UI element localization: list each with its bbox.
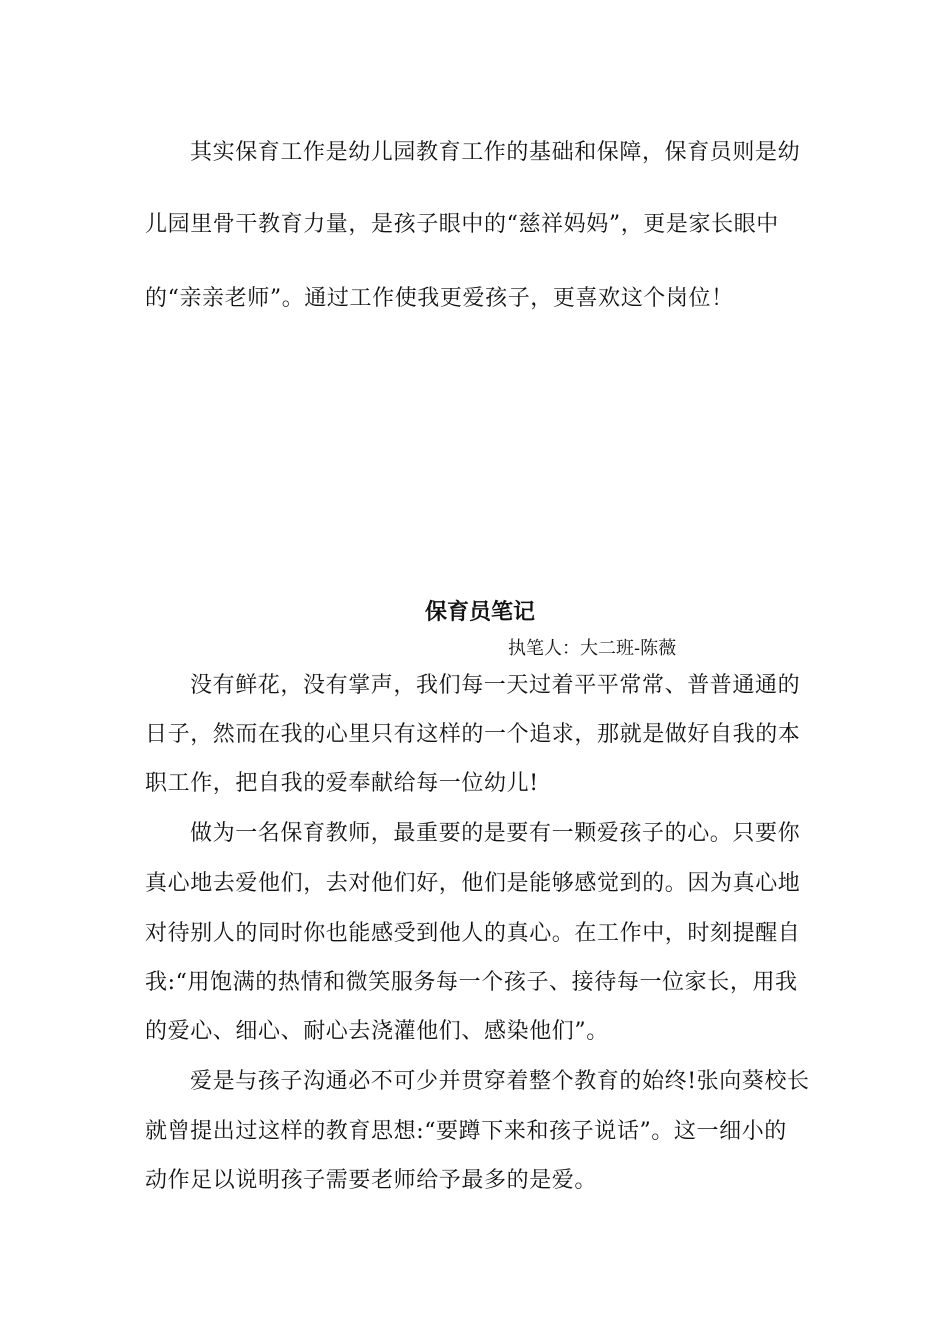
text-line: 就曾提出过这样的教育思想:“要蹲下来和孩子说话”。这一细小的 (145, 1119, 787, 1144)
text-line: 爱是与孩子沟通必不可少并贯穿着整个教育的始终!张向葵校长 (190, 1069, 810, 1094)
text-line: 其实保育工作是幼儿园教育工作的基础和保障，保育员则是幼 (190, 140, 801, 165)
text-line: 儿园里骨干教育力量，是孩子眼中的“慈祥妈妈”，更是家长眼中 (145, 212, 779, 237)
text-line: 日子，然而在我的心里只有这样的一个追求，那就是做好自我的本 (145, 722, 801, 747)
text-line: 真心地去爱他们，去对他们好，他们是能够感觉到的。因为真心地 (145, 871, 801, 896)
text-line: 的爱心、细心、耐心去浇灌他们、感染他们”。 (145, 1019, 609, 1044)
author-line: 执笔人：大二班-陈薇 (508, 638, 677, 659)
text-line: 做为一名保育教师，最重要的是要有一颗爱孩子的心。只要你 (190, 821, 801, 846)
text-line: 我:“用饱满的热情和微笑服务每一个孩子、接待每一位家长，用我 (145, 970, 798, 995)
document-title: 保育员笔记 (424, 600, 535, 625)
text-line: 对待别人的同时你也能感受到他人的真心。在工作中，时刻提醒自 (145, 921, 801, 946)
text-line: 职工作，把自我的爱奉献给每一位幼儿! (145, 771, 539, 796)
text-line: 没有鲜花，没有掌声，我们每一天过着平平常常、普普通通的 (190, 673, 801, 698)
text-line: 的“亲亲老师”。通过工作使我更爱孩子，更喜欢这个岗位！ (145, 286, 734, 311)
text-line: 动作足以说明孩子需要老师给予最多的是爱。 (145, 1168, 598, 1193)
